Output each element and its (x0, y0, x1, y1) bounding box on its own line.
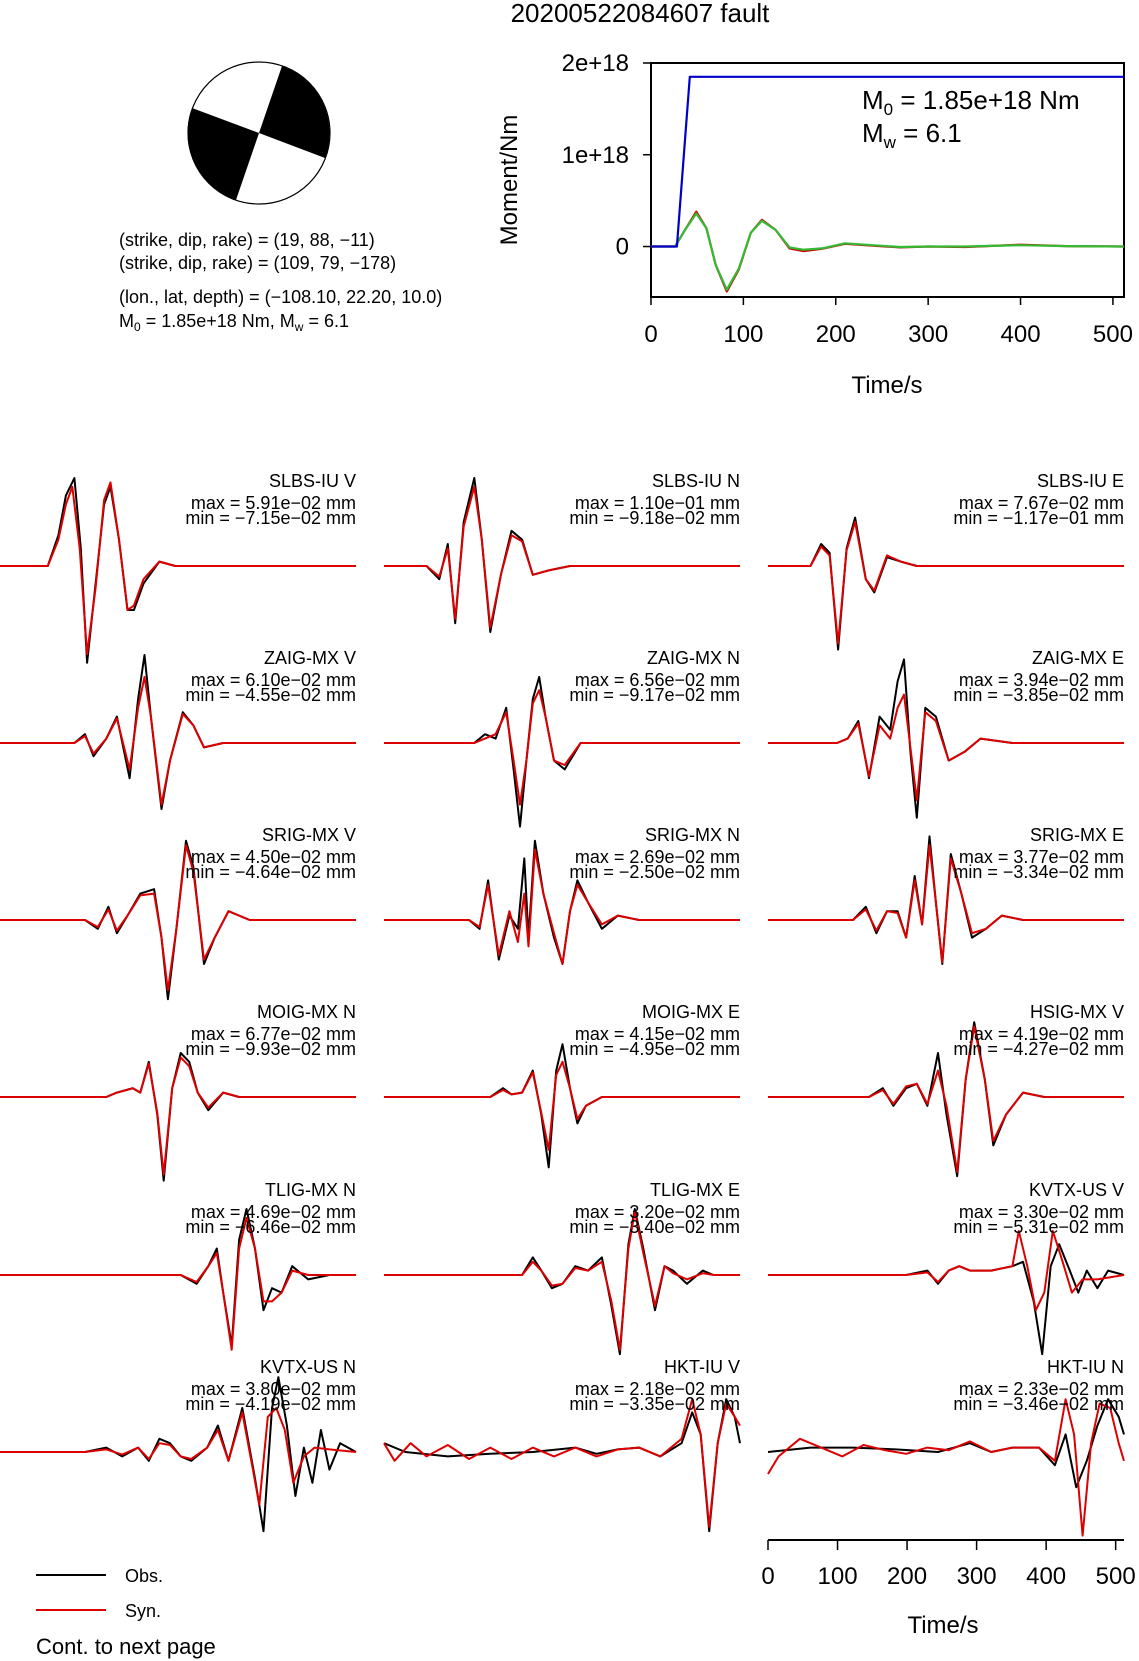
station-label: ZAIG-MX E (1031, 648, 1124, 668)
max-amplitude-label: max = 3.30e−02 mm (958, 1202, 1124, 1222)
waveform-panel (0, 1180, 356, 1350)
waveform-panel (384, 471, 740, 632)
waveform-panel (768, 825, 1124, 964)
min-amplitude-label: min = −4.95e−02 mm (569, 1039, 740, 1059)
max-amplitude-label: max = 5.91e−02 mm (190, 493, 356, 513)
station-label: ZAIG-MX V (263, 648, 356, 668)
moment-x-tick-label: 0 (644, 321, 658, 348)
waveform-panels (0, 471, 1124, 1536)
waveform-time-axis (761, 1540, 1135, 1639)
moment-y-tick-label: 2e+18 (561, 50, 629, 77)
min-amplitude-label: min = −1.17e−01 mm (953, 508, 1124, 528)
waveform-panel (0, 1357, 356, 1531)
station-label: HSIG-MX V (1029, 1002, 1124, 1022)
station-label: MOIG-MX E (642, 1002, 740, 1022)
min-amplitude-label: min = −9.17e−02 mm (569, 685, 740, 705)
moment-y-tick-label: 0 (615, 233, 629, 261)
min-amplitude-label: min = −3.35e−02 mm (569, 1394, 740, 1414)
synthetic-trace (0, 1057, 356, 1174)
waveform-panel (768, 1002, 1124, 1176)
min-amplitude-label: min = −9.18e−02 mm (569, 508, 740, 528)
waveform-axis-ticks (761, 1540, 1135, 1590)
fault-plane-2: (strike, dip, rake) = (109, 79, −178) (119, 253, 397, 273)
max-amplitude-label: max = 4.19e−02 mm (958, 1024, 1124, 1044)
max-amplitude-label: max = 3.77e−02 mm (958, 847, 1124, 867)
min-amplitude-label: min = −9.93e−02 mm (185, 1039, 356, 1059)
waveform-panel (768, 471, 1124, 650)
moment-x-tick-label: 300 (908, 321, 949, 348)
beachball-mechanism (188, 62, 330, 204)
waveform-panel (0, 825, 356, 999)
waveform-panel (0, 648, 356, 809)
station-label: TLIG-MX N (264, 1180, 356, 1200)
synthetic-trace (384, 1062, 740, 1150)
station-label: SLBS-IU V (268, 471, 356, 491)
waveform-panel (384, 1357, 740, 1531)
station-label: SRIG-MX V (261, 825, 356, 845)
waveform-panel (384, 648, 740, 827)
max-amplitude-label: max = 3.20e−02 mm (574, 1202, 740, 1222)
min-amplitude-label: min = −3.40e−02 mm (569, 1217, 740, 1237)
moment-annotation-m0: $M_0 = 1.85e+18$ Nm (862, 85, 1080, 119)
station-label: KVTX-US V (1028, 1180, 1124, 1200)
station-label: ZAIG-MX N (647, 648, 740, 668)
station-label: HKT-IU N (1046, 1357, 1124, 1377)
waveform-panel (768, 1180, 1124, 1354)
min-amplitude-label: min = −4.19e−02 mm (185, 1394, 356, 1414)
waveform-x-tick-label: 200 (887, 1563, 928, 1590)
fault-plane-1: (strike, dip, rake) = (19, 88, −11) (119, 230, 375, 250)
moment-y-tick-label: 1e+18 (561, 141, 629, 169)
waveform-x-tick-label: 500 (1095, 1563, 1136, 1590)
synthetic-trace (768, 695, 1124, 801)
moment-annotation-mw: $M_w = 6.1$ (862, 118, 962, 152)
min-amplitude-label: min = −4.55e−02 mm (185, 685, 356, 705)
max-amplitude-label: max = 6.10e−02 mm (190, 670, 356, 690)
moment-plot (496, 50, 1133, 399)
station-label: TLIG-MX E (649, 1180, 740, 1200)
moment-x-tick-label: 400 (1000, 321, 1041, 348)
waveform-panel (768, 1357, 1124, 1536)
max-amplitude-label: max = 1.10e−01 mm (574, 493, 740, 513)
moment-x-ticks (644, 297, 1133, 348)
station-label: SRIG-MX E (1029, 825, 1124, 845)
max-amplitude-label: max = 6.56e−02 mm (574, 670, 740, 690)
station-label: SLBS-IU E (1036, 471, 1124, 491)
waveform-panel (768, 648, 1124, 818)
min-amplitude-label: min = −6.46e−02 mm (185, 1217, 356, 1237)
min-amplitude-label: min = −4.27e−02 mm (953, 1039, 1124, 1059)
source-moment: $M_0 = 1.85e+18$ Nm, $M_w = 6.1$ (119, 311, 349, 334)
station-label: SRIG-MX N (644, 825, 740, 845)
synthetic-trace (384, 1399, 740, 1527)
max-amplitude-label: max = 3.94e−02 mm (958, 670, 1124, 690)
min-amplitude-label: min = −4.64e−02 mm (185, 862, 356, 882)
waveform-panel (0, 1002, 356, 1181)
waveform-x-tick-label: 0 (761, 1563, 775, 1590)
moment-x-tick-label: 200 (815, 321, 856, 348)
station-label: KVTX-US N (259, 1357, 356, 1377)
max-amplitude-label: max = 6.77e−02 mm (190, 1024, 356, 1044)
min-amplitude-label: min = −3.85e−02 mm (953, 685, 1124, 705)
observed-trace (0, 1053, 356, 1181)
synthetic-trace (0, 1218, 356, 1350)
moment-x-tick-label: 100 (723, 321, 764, 348)
station-label: HKT-IU V (663, 1357, 740, 1377)
max-amplitude-label: max = 4.50e−02 mm (190, 847, 356, 867)
moment-series-2 (651, 214, 1124, 290)
legend-syn-label: Syn. (125, 1601, 162, 1621)
legend (36, 1566, 163, 1621)
source-location: (lon., lat, depth) = (−108.10, 22.20, 10.0) (119, 287, 443, 307)
waveform-x-tick-label: 100 (817, 1563, 858, 1590)
waveform-panel (384, 1002, 740, 1167)
synthetic-trace (768, 522, 1124, 643)
max-amplitude-label: max = 4.69e−02 mm (190, 1202, 356, 1222)
observed-trace (768, 1244, 1124, 1354)
observed-trace (768, 518, 1124, 650)
station-label: SLBS-IU N (651, 471, 740, 491)
max-amplitude-label: max = 3.80e−02 mm (190, 1379, 356, 1399)
waveform-panel (384, 825, 740, 964)
max-amplitude-label: max = 7.67e−02 mm (958, 493, 1124, 513)
max-amplitude-label: max = 2.18e−02 mm (574, 1379, 740, 1399)
moment-x-label: Time/s (851, 372, 923, 399)
figure-title: 20200522084607 fault (510, 0, 770, 28)
moment-y-ticks (562, 50, 651, 261)
waveform-panel (0, 471, 356, 663)
legend-obs-label: Obs. (125, 1566, 164, 1586)
max-amplitude-label: max = 4.15e−02 mm (574, 1024, 740, 1044)
synthetic-trace (768, 1399, 1124, 1535)
min-amplitude-label: min = −7.15e−02 mm (185, 508, 356, 528)
min-amplitude-label: min = −3.46e−02 mm (953, 1394, 1124, 1414)
station-label: MOIG-MX N (257, 1002, 356, 1022)
min-amplitude-label: min = −2.50e−02 mm (569, 862, 740, 882)
max-amplitude-label: max = 2.33e−02 mm (958, 1379, 1124, 1399)
min-amplitude-label: min = −3.34e−02 mm (953, 862, 1124, 882)
moment-y-label: Moment/Nm (496, 114, 523, 246)
waveform-x-tick-label: 400 (1026, 1563, 1067, 1590)
moment-x-tick-label: 500 (1092, 321, 1133, 348)
waveform-x-tick-label: 300 (956, 1563, 997, 1590)
max-amplitude-label: max = 2.69e−02 mm (574, 847, 740, 867)
waveform-panel (384, 1180, 740, 1354)
min-amplitude-label: min = −5.31e−02 mm (953, 1217, 1124, 1237)
continue-note: Cont. to next page (36, 1634, 216, 1659)
synthetic-trace (384, 690, 740, 804)
waveform-x-label: Time/s (907, 1612, 979, 1639)
